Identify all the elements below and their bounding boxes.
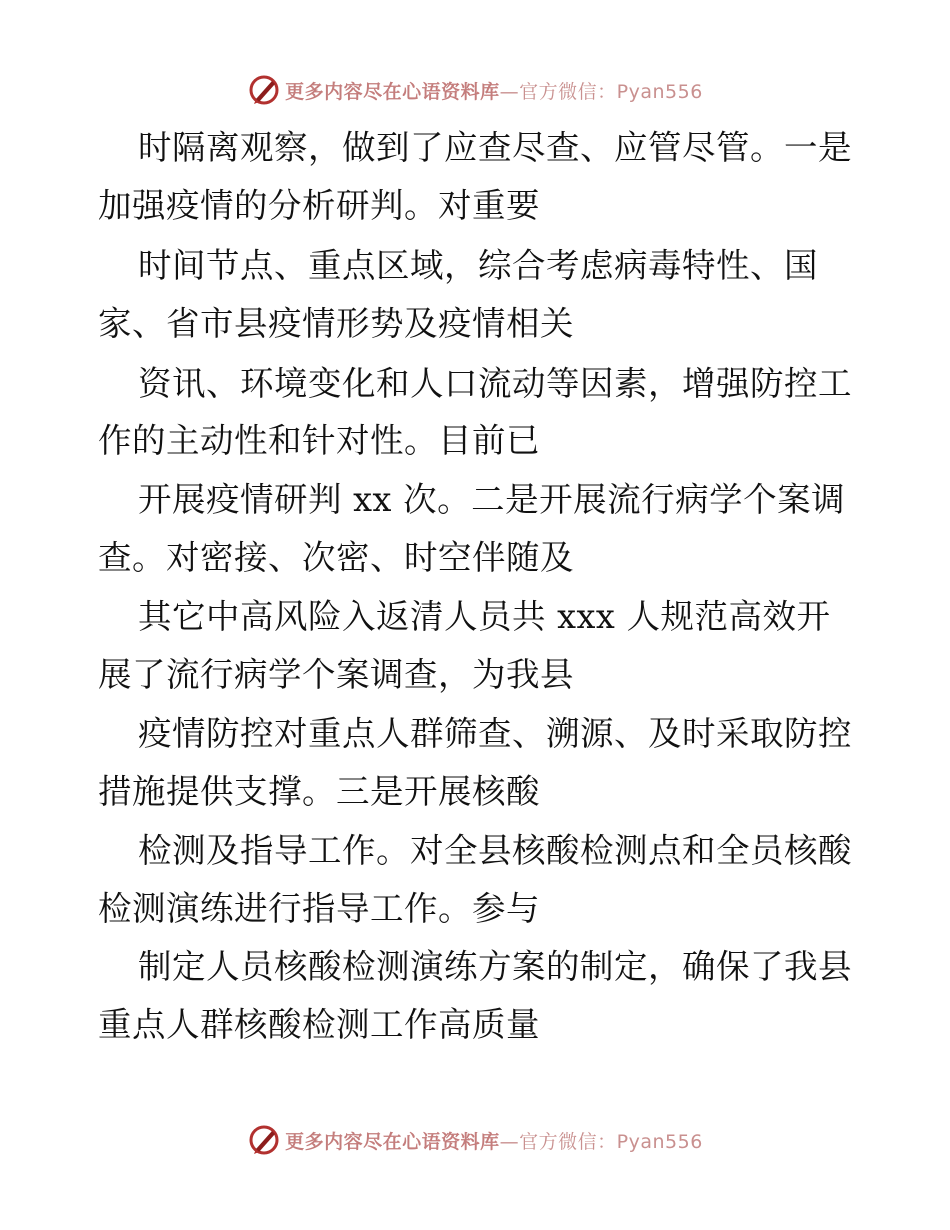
body-line: 其它中高风险入返清人员共 xxx 人规范高效开: [138, 597, 831, 636]
body-line: 家、省市县疫情形势及疫情相关: [98, 304, 574, 343]
watermark-official: 官方微信：Pyan556: [519, 80, 703, 103]
body-line: 查。对密接、次密、时空伴随及: [98, 538, 574, 577]
body-line: 资讯、环境变化和人口流动等因素，增强防控工: [138, 364, 852, 403]
body-line: 时间节点、重点区域，综合考虑病毒特性、国: [138, 246, 818, 285]
watermark-text: [285, 1127, 703, 1154]
body-line: 开展疫情研判 xx 次。二是开展流行病学个案调: [138, 480, 846, 519]
header-watermark: [0, 70, 950, 110]
body-line: 制定人员核酸检测演练方案的制定，确保了我县: [138, 947, 852, 986]
watermark-dash: —: [499, 80, 520, 103]
body-line: 措施提供支撑。三是开展核酸: [98, 772, 540, 811]
body-line: 检测及指导工作。对全县核酸检测点和全员核酸: [138, 831, 852, 870]
body-line: 重点人群核酸检测工作高质量: [98, 1005, 540, 1044]
body-line: 时隔离观察，做到了应查尽查、应管尽管。一是: [138, 128, 852, 167]
watermark-main: 更多内容尽在心语资料库: [285, 1130, 500, 1153]
watermark-text: [285, 77, 703, 104]
watermark-main: 更多内容尽在心语资料库: [285, 80, 500, 103]
footer-watermark: [0, 1120, 950, 1160]
pen-logo-icon: [247, 73, 281, 107]
body-line: 检测演练进行指导工作。参与: [98, 889, 540, 928]
body-line: 加强疫情的分析研判。对重要: [98, 186, 540, 225]
body-line: 作的主动性和针对性。目前已: [98, 421, 540, 460]
body-line: 展了流行病学个案调查，为我县: [98, 655, 574, 694]
pen-logo-icon: [247, 1123, 281, 1157]
watermark-official: 官方微信：Pyan556: [519, 1130, 703, 1153]
watermark-dash: —: [499, 1130, 520, 1153]
body-line: 疫情防控对重点人群筛查、溯源、及时采取防控: [138, 714, 852, 753]
